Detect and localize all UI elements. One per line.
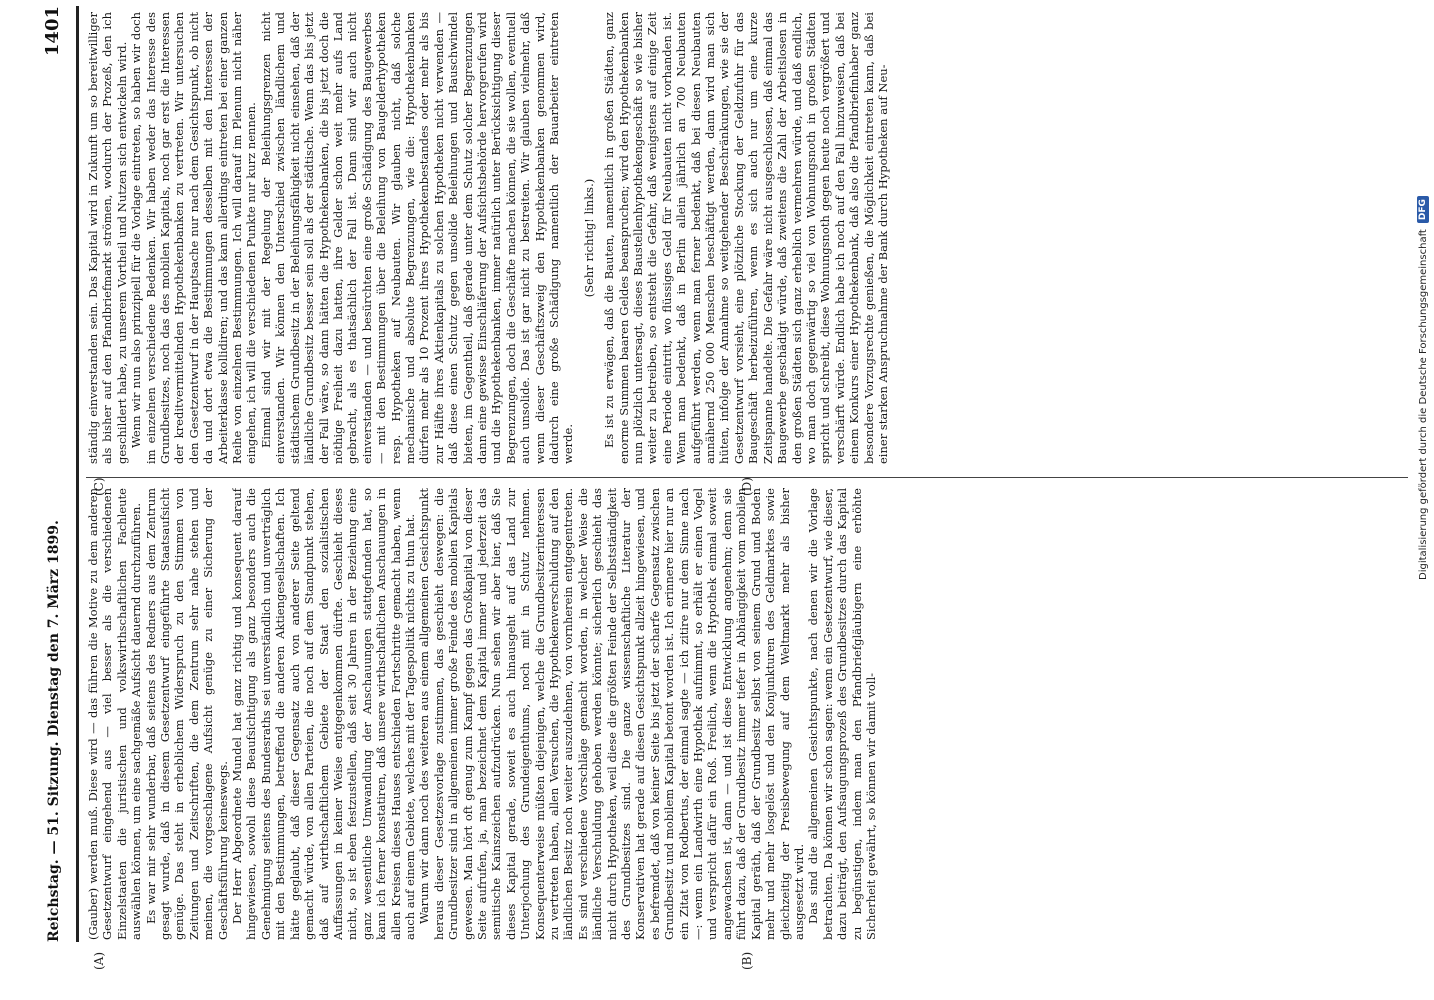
paragraph: Wenn wir nun also prinzipiell für die Vorlage eintreten, so haben wir doch im einzelnen verschiedene Bedenken. Wir haben weder das Interesse des Grundbesitzes, noch das des mobilen Kapitals, noch gar erst die Interessen der kreditvermittelnden Hypothekenbanken zu vertreten. Wir untersuchen den Gesetzentwurf in der Hauptsache nur nach dem Gesichtspunkt, ob nicht da und dort etwa die Bestimmungen desselben mit den Interessen der Arbeiterklasse kollidiren; und das kann allerdings eintreten bei einer ganzen Reihe von einzelnen Bestimmungen. Ich will darauf im Plenum nicht näher eingehen, ich will die verschiedenen Punkte nur kurz nennen. xyxy=(129,12,259,464)
paragraph: Einmal sind wir mit der Regelung der Beleihungsgrenzen nicht einverstanden. Wir können den Unterschied zwischen ländlichem und städtischem Grundbesitz in der Beleihungsfähigkeit nicht einsehen, daß der ländliche Grundbesitz besser sein soll als der städtische. Wenn das bis jetzt der Fall wäre, so dann hätten die Hypothekenbanken, die bis jetzt doch die nöthige Freiheit dazu hatten, ihre Gelder schon weit mehr aufs Land gebracht, als es thatsächlich der Fall ist. Dann sind wir auch nicht einverstanden — und besürchten eine große Schädigung des Baugewerbes — mit den Bestimmungen über die Beleihung von Baugelderhypotheken resp. Hypotheken auf Neubauten. Wir glauben nicht, daß solche mechanische und absolute Begrenzungen, wie die: Hypothekenbanken dürfen mehr als 10 Prozent ihres Hypothekenbestandes oder mehr als bis zur Hälfte ihres Aktienkapitals zu solchen Hypotheken nicht verwenden — daß diese einen Schutz gegen unsolide Beleihungen und Bauschwindel bieten, im Gegentheil, daß gerade unter dem Schutz solcher Begrenzungen dann eine gewisse Einschläferung der Aufsichtsbehörde hervorgerufen wird und die Hypothekenbanken, immer natürlich unter Berücksichtigung dieser Begrenzungen, doch die Geschäfte machen können, die sie wollen, eventuell auch unsolide. Das ist gar nicht zu bestreiten. Wir glauben vielmehr, daß wenn dieser Geschäftszweig den Hypothekenbanken genommen wird, dadurch eine große Schädigung namentlich der Bauarbeiter eintreten werde. xyxy=(258,12,576,464)
digitization-credit xyxy=(1412,10,1434,990)
margin-marker-a: (A) xyxy=(92,951,106,970)
page-header xyxy=(22,6,82,942)
paragraph: (Gauber) werden muß. Diese wird — das führen die Motive zu dem anderen Gesetzentwurf eingehend aus — viel besser als die verschiedenen Einzelstaaten die juristischen und volkswirthschaftlichen Fachleute auswählen können, um eine sachgemäße Aufsicht dauernd durchzuführen. xyxy=(86,488,144,940)
header-rule xyxy=(76,6,79,942)
margin-marker-b: (B) xyxy=(740,951,754,970)
running-head: Reichstag. — 51. Sitzung. Dienstag den 7. März 1899. xyxy=(46,520,62,942)
page-number: 1401 xyxy=(42,6,63,57)
paragraph: Es war mir sehr wunderbar, daß seitens des Redners aus dem Zentrum gesagt wurde, daß in diesem Gesetzentwurf eingeführte Staatsaufsicht genüge. Das steht in erheblichem Widerspruch zu den Stimmen von Zeitungen und Zeitschriften, die dem Zentrum sehr nahe stehen und meinen, die vorgeschlagene Aufsicht genüge zu einer Sicherung der Geschäftsführung keineswegs. xyxy=(143,488,230,940)
paragraph: Das sind die allgemeinen Gesichtspunkte, nach denen wir die Vorlage betrachten. Da können wir schon sagen: wenn ein Gesetzentwurf, wie dieser, dazu beiträgt, den Aufsaugungsprozeß des Grundbesitzes durch das Kapital zu begünstigen, indem man den Pfandbriefgläubigern eine erhöhte Sicherheit gewährt, so können wir damit voll- xyxy=(806,488,878,940)
paragraph: Es ist zu erwägen, daß die Bauten, namentlich in großen Städten, ganz enorme Summen baaren Geldes beanspruchen; wird den Hypothekenbanken nun plötzlich untersagt, dieses Baustellenhypothekengeschäft so wie bisher weiter zu betreiben, so entsteht die Gefahr, daß wenigstens auf einige Zeit eine Periode eintritt, wo flüssiges Geld für Neubauten nicht vorhanden ist. Wenn man bedenkt, daß in Berlin allein jährlich an 700 Neubauten aufgeführt werden, wenn man ferner bedenkt, daß bei diesen Neubauten annähernd 250 000 Menschen beschäftigt werden, dann wird man sich hüten, infolge der Annahme so weitgehender Beschränkungen, wie sie der Gesetzentwurf vorsieht, eine plötzliche Stockung der Geldzufuhr für das Baugeschäft herbeizuführen, wenn es sich auch nur um eine kurze Zeitspanne handelte. Die Gefahr wäre nicht ausgeschlossen, daß einmal das Baugewerbe geschädigt würde, daß zweitens die Zahl der Arbeitslosen in den großen Städten sich ganz erheblich vermehren würde, und daß endlich, wo man doch gegenwärtig so viel von Wohnungsnoth in großen Städten spricht und schreibt, diese Wohnungsnoth gegen heute noch vergrößert und verschärft würde. Endlich habe ich noch auf den Fall hinzuweisen, daß bei einem Konkurs einer Hypothekenbank, daß also die Pfandbriefinhaber ganz besondere Vorzugsrechte genießen, die Möglichkeit eintreten kann, daß bei einer starken Anspruchnahme der Bank durch Hypotheken auf Neu- xyxy=(602,12,890,464)
margin-marker-d: (D) xyxy=(740,477,754,496)
credit-text: Digitalisierung gefördert durch die Deutsche Forschungsgemeinschaft xyxy=(1417,229,1429,580)
left-column xyxy=(86,488,1408,940)
paragraph: ständig einverstanden sein. Das Kapital wird in Zukunft um so bereitwilliger als bisher auf den Pfandbriefmarkt strömen, wodurch der Prozeß, den ich geschildert habe, zu unserem Vortheil und Nutzen sich entwickeln wird. xyxy=(86,12,129,464)
interjection: (Sehr richtig! links.) xyxy=(581,178,596,298)
paragraph: Der Herr Abgeordnete Mundel hat ganz richtig und konsequent darauf hingewiesen, sowohl diese Beaufsichtigung als ganz besonders auch die Genehmigung seitens des Bundesraths sei unverständlich und unverträglich mit den Bestimmungen, betreffend die anderen Aktiengesellschaften. Ich hätte geglaubt, daß dieser Gegensatz auch von anderer Seite geltend gemacht würde, von allen Parteien, die noch auf dem Standpunkt stehen, daß auf wirthschaftlichem Gebiete der Staat den sozialistischen Auffassungen in keiner Weise entgegenkommen dürfte. Geschieht dieses nicht, so ist eben festzustellen, daß seit 30 Jahren in der Beziehung eine ganz wesentliche Umwandlung der Anschauungen stattgefunden hat, so kann ich ferner konstatiren, daß unsere wirthschaftlichen Anschauungen in allen Kreisen dieses Hauses entschieden Fortschritte gemacht haben, wenn auch auf einem Gebiete, welches mit der Tagespolitik nichts zu thun hat. xyxy=(230,488,417,940)
margin-marker-c: (C) xyxy=(92,477,106,496)
dfg-logo-icon: DFG xyxy=(1417,196,1429,223)
right-column xyxy=(86,12,1408,464)
column-divider xyxy=(86,477,1408,478)
paragraph: Warum wir dann noch des weiteren aus einem allgemeinen Gesichtspunkt heraus dieser Gesetzesvorlage zustimmen, das geschieht deswegen: die Grundbesitzer sind in allgemeinen immer große Feinde des mobilen Kapitals gewesen. Man hört oft genug zum Kampf gegen das Großkapital von dieser Seite aufrufen, ja, man bezeichnet dem Kapital immer und jederzeit das semitische Kainszeichen aufzudrücken. Nun sehen wir aber hier, daß Sie dieses Kapital gerade, soweit es auch hinausgeht auf das Land zur Unterjochung des Grundeigenthums, noch mit in Schutz nehmen. Konsequenterweise müßten diejenigen, welche die Grundbesitzerinteressen zu vertreten haben, allen Versuchen, die Hypothekenverschuldung auf den ländlichen Besitz noch weiter auszudehnen, von vornherein entgegentreten. Es sind verschiedene Vorschläge gemacht worden, in welcher Weise die ländliche Verschuldung gehoben werden könnte; sicherlich geschieht das nicht durch Hypotheken, weil diese die größten Feinde der Selbstständigkeit des Grundbesitzes sind. Die ganze wissenschaftliche Literatur der Konservativen hat gerade auf diesen Gesichtspunkt allzeit hingewiesen, und es befremdet, daß von keiner Seite bis jetzt der scharfe Gegensatz zwischen Grundbesitz und mobilem Kapital betont worden ist. Ich erinnere hier nur an ein Zitat von Rodbertus, der einmal sagte — ich zitire nur dem Sinne nach —: wenn ein Landwirth eine Hypothek aufnimmt, so erhält er einen Vogel und verspricht dafür ein Roß. Freilich, wenn die Hypothek einmal soweit angewachsen ist, dann — und ist diese Entwicklung angenehm; denn sie führt dazu, daß der Grundbesitz immer tiefer in Abhängigkeit vom mobilen Kapital geräth, daß der Grundbesitz selbst von seinem Grund und Boden mehr und mehr losgelöst und den Konjunkturen des Geldmarktes sowie gleichzeitig der Preisbewegung auf dem Weltmarkt mehr als bisher ausgesetzt wird. xyxy=(417,488,806,940)
